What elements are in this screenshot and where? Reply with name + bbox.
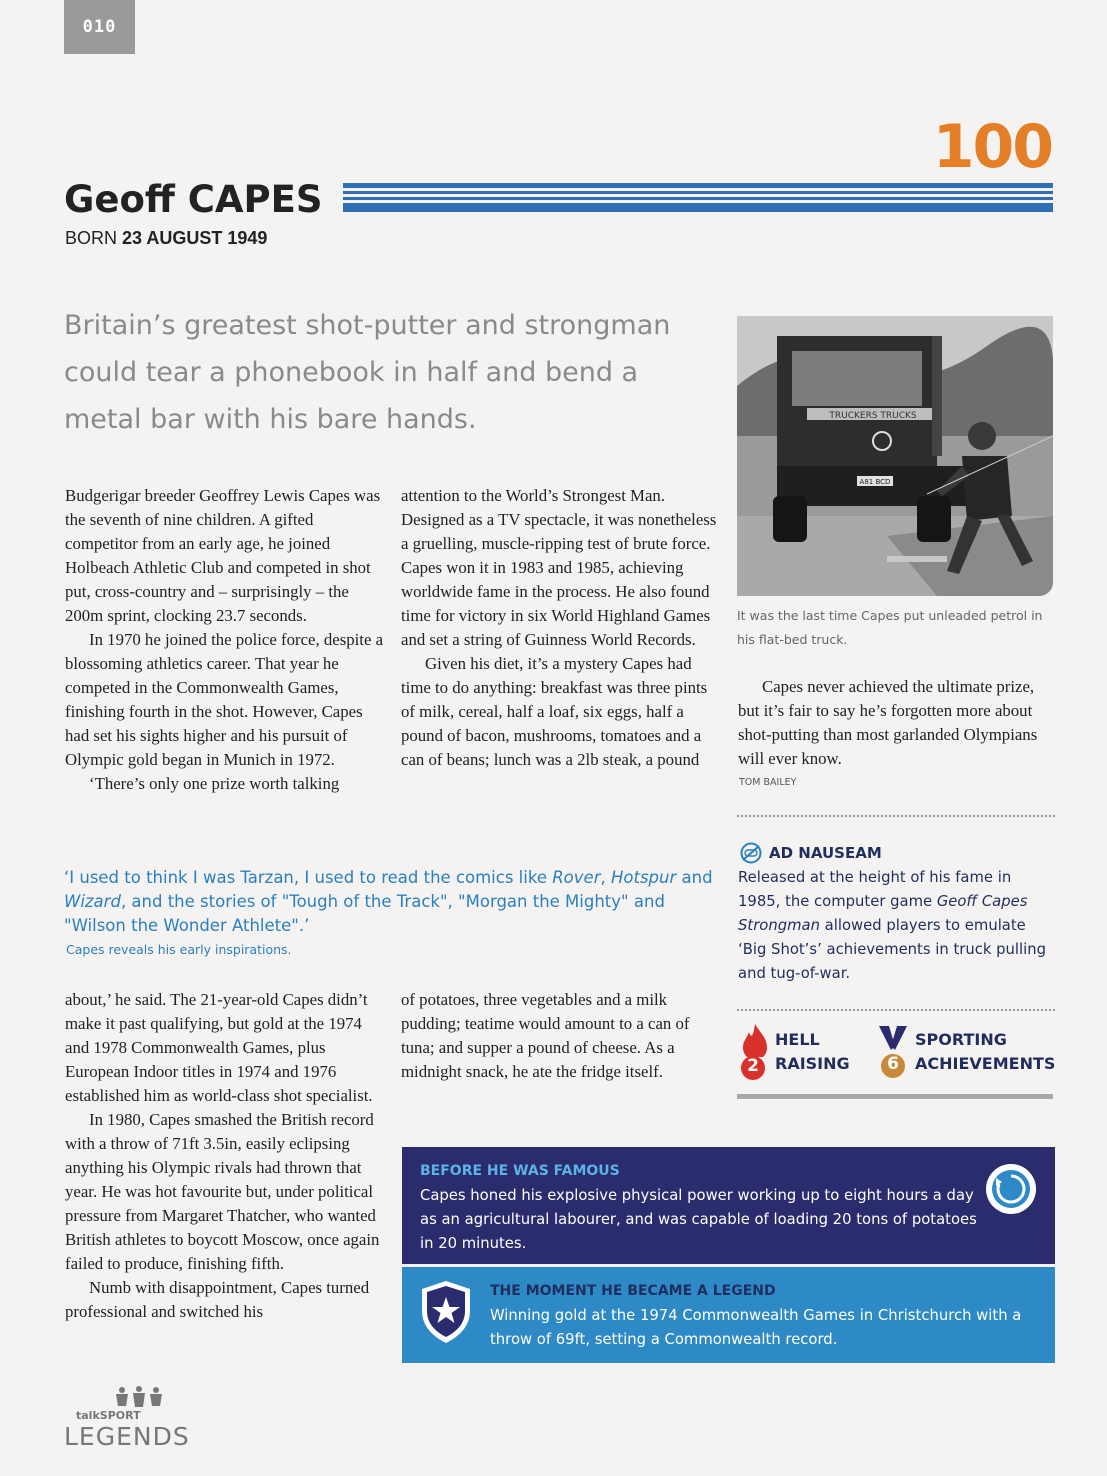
logo-line-2: LEGENDS bbox=[64, 1422, 190, 1451]
ad-text-part: allowed players to emulate ‘Big Shot’s’ achievements in truck pulling and tug-of-war. bbox=[738, 917, 1047, 982]
paragraph: ‘There’s only one prize worth talking bbox=[89, 774, 340, 793]
ad-nauseam-heading bbox=[739, 842, 882, 864]
photo-caption: It was the last time Capes put unleaded petrol in his flat-bed truck. bbox=[737, 608, 1043, 647]
rank-number: 100 bbox=[932, 112, 1052, 182]
paragraph: Budgerigar breeder Geoffrey Lewis Capes was the seventh of nine children. A gifted competitor from an early age, he joined Holbeach Athletic Club and competed in shot put, cross-country and – surprisingly – the 200m sprint, clocking 23.7 seconds. bbox=[65, 486, 381, 625]
divider bbox=[737, 815, 1055, 817]
quote-source: Capes reveals his early inspirations. bbox=[66, 942, 292, 957]
game-title: Geoff Capes Strongman bbox=[738, 893, 1028, 934]
paragraph: attention to the World’s Strongest Man. Designed as a TV spectacle, it was nonetheless a gruelling, muscle-ripping test of brute force. Capes won it in 1983 and 1985, achieving worldwide fame in the process. He also found time for victory in six World Highland Games and set a string of Guinness World Records. bbox=[401, 486, 717, 649]
logo-line-1: talkSPORT bbox=[76, 1409, 141, 1422]
sporting-score: 6 bbox=[887, 1054, 899, 1074]
paragraph: Given his diet, it’s a mystery Capes had time to do anything: breakfast was three pints of milk, cereal, half a loaf, six eggs, half a pound of bacon, mushrooms, tomatoes and a can of beans; lunch was a 2lb steak, a pound bbox=[401, 654, 708, 769]
byline: TOM BAILEY bbox=[739, 777, 797, 788]
paragraph: In 1970 he joined the police force, despite a blossoming athletics career. That year he competed in the Commonwealth Games, finishing fourth in the shot. However, Capes had set his sights higher and his pursuit of Olympic gold began in Munich in 1972. bbox=[65, 630, 384, 769]
quote-text: , and the stories of "Tough of the Track", "Morgan the Mighty" and "Wilson the Wonder Athlete".’ bbox=[64, 892, 665, 935]
paragraph: about,’ he said. The 21-year-old Capes didn’t make it past qualifying, but gold at the 1974 and 1978 Commonwealth Games, plus European Indoor titles in 1974 and 1976 established him as world-class shot specialist. bbox=[65, 990, 373, 1105]
figures-icon bbox=[104, 1386, 174, 1408]
title-stripes bbox=[343, 183, 1053, 213]
medal-icon bbox=[877, 1024, 909, 1084]
truck-photo-illustration bbox=[737, 316, 1053, 596]
paragraph: Capes never achieved the ultimate prize, but it’s fair to say he’s forgotten more about shot-putting than most garlanded Olympians will ever know. bbox=[738, 677, 1038, 768]
stopwatch-icon bbox=[984, 1162, 1038, 1216]
intro-standfirst: Britain’s greatest shot-putter and strongman could tear a phonebook in half and bend a metal bar with his bare hands. bbox=[64, 310, 671, 435]
shield-star-icon bbox=[418, 1279, 474, 1345]
paragraph: of potatoes, three vegetables and a milk pudding; teatime would amount to a can of tuna; and supper a pound of cheese. As a midnight snack, he ate the fridge itself. bbox=[401, 990, 690, 1081]
article-column-3 bbox=[738, 675, 1058, 771]
quote-italic: Hotspur bbox=[610, 868, 677, 887]
quote-text: ‘I used to think I was Tarzan, I used to read the comics like bbox=[64, 868, 553, 887]
talksport-legends-logo bbox=[64, 1386, 204, 1456]
article-column-1-top bbox=[65, 484, 387, 796]
legend-moment-text: Winning gold at the 1974 Commonwealth Games in Christchurch with a throw of 69ft, setting a Commonwealth record. bbox=[490, 1307, 1022, 1348]
born-date: 23 AUGUST 1949 bbox=[122, 228, 268, 248]
page-title: Geoff CAPES bbox=[64, 178, 323, 221]
hell-raising-label bbox=[775, 1028, 850, 1076]
pull-quote bbox=[64, 866, 724, 938]
before-famous-heading: BEFORE HE WAS FAMOUS bbox=[420, 1163, 620, 1179]
before-famous-text: Capes honed his explosive physical power working up to eight hours a day as an agricultural labourer, and was capable of loading 20 tons of potatoes in 20 minutes. bbox=[420, 1187, 977, 1252]
photo-capes-truck bbox=[737, 316, 1053, 596]
legend-moment-heading: THE MOMENT HE BECAME A LEGEND bbox=[490, 1283, 776, 1299]
article-column-2-bottom bbox=[401, 988, 723, 1084]
quote-text: and bbox=[676, 868, 713, 887]
paragraph: In 1980, Capes smashed the British record with a throw of 71ft 3.5in, easily eclipsing anything his Olympic rivals had thrown that year. He was hot favourite but, under political pressure from Margaret Thatcher, who wanted British athletes to boycott Moscow, once again failed to produce, finishing fifth. bbox=[65, 1110, 380, 1273]
hell-raising-score: 2 bbox=[747, 1056, 759, 1076]
divider bbox=[737, 1009, 1055, 1011]
ratings-panel bbox=[737, 1022, 1057, 1088]
article-column-2-top bbox=[401, 484, 723, 772]
born-prefix: BORN bbox=[65, 228, 118, 248]
truck-sign-text: TRUCKERS TRUCKS bbox=[829, 411, 917, 421]
no-controller-icon bbox=[739, 842, 763, 864]
rating-label-line: SPORTING bbox=[915, 1030, 1007, 1049]
quote-italic: Wizard bbox=[64, 892, 121, 911]
ad-nauseam-title: AD NAUSEAM bbox=[769, 844, 882, 862]
born-line bbox=[65, 228, 267, 249]
rating-label-line: ACHIEVEMENTS bbox=[915, 1054, 1056, 1073]
sporting-label bbox=[915, 1028, 1055, 1076]
rating-label-line: RAISING bbox=[775, 1054, 850, 1073]
paragraph: Numb with disappointment, Capes turned professional and switched his bbox=[65, 1278, 370, 1321]
plate-text: A81 BCD bbox=[859, 478, 891, 486]
ad-nauseam-text bbox=[738, 866, 1058, 986]
divider-bar bbox=[737, 1094, 1053, 1099]
page-number: 010 bbox=[64, 0, 135, 54]
rating-label-line: HELL bbox=[775, 1030, 820, 1049]
article-column-1-bottom bbox=[65, 988, 387, 1324]
quote-italic: Rover bbox=[552, 868, 601, 887]
legend-moment-box bbox=[402, 1267, 1055, 1363]
flame-icon bbox=[737, 1022, 773, 1082]
ad-text-part: Released at the height of his fame in 1985, the computer game bbox=[738, 869, 1012, 910]
quote-text: , bbox=[600, 868, 611, 887]
before-famous-box bbox=[402, 1147, 1055, 1264]
